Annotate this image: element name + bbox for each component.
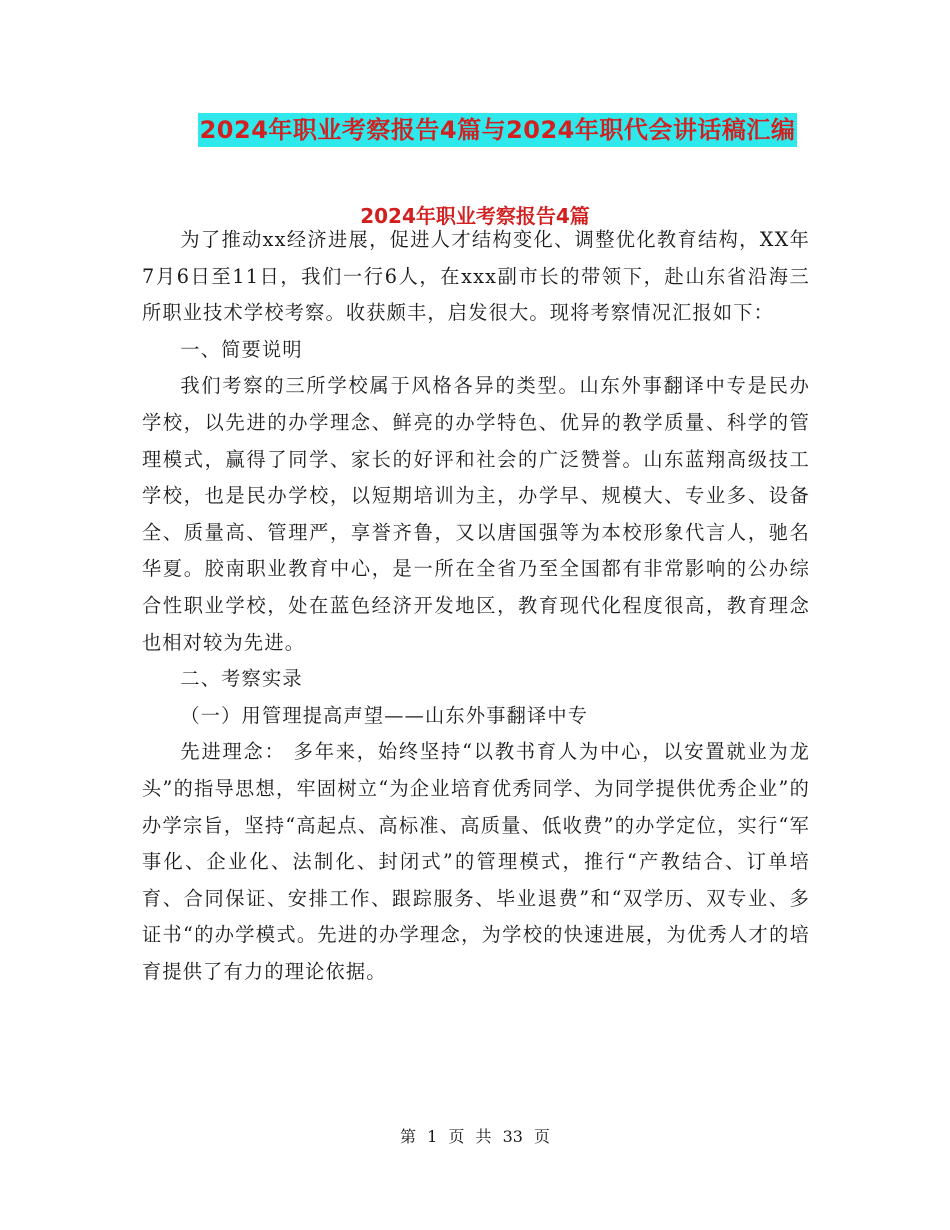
page-footer (0, 1126, 950, 1148)
paragraph-summary: 我们考察的三所学校属于风格各异的类型。山东外事翻译中专是民办学校，以先进的办学理念、鲜亮的办学特色、优异的教学质量、科学的管理模式，赢得了同学、家长的好评和社会的广泛赞誉。山东蓝翔高级技工学校，也是民办学校，以短期培训为主，办学早、规模大、专业多、设备全、质量高、管理严，享誉齐鲁，又以唐国强等为本校形象代言人，驰名华夏。胶南职业教育中心，是一所在全省乃至全国都有非常影响的公办综合性职业学校，处在蓝色经济开发地区，教育现代化程度很高，教育理念也相对较为先进。 (142, 374, 810, 654)
title-container (0, 113, 950, 147)
document-body (142, 222, 810, 990)
footer-label-total-pre: 共 (475, 1127, 492, 1146)
footer-label-post: 页 (534, 1127, 551, 1146)
subheading-school-1: （一）用管理提高声望——山东外事翻译中专 (180, 703, 589, 727)
document-main-title: 2024年职业考察报告4篇与2024年职代会讲话稿汇编 (198, 113, 798, 147)
section-title: 2024年职业考察报告4篇 (360, 204, 590, 228)
footer-label-pre: 第 (399, 1127, 416, 1146)
paragraph-intro: 为了推动xx经济进展，促进人才结构变化、调整优化教育结构，XX年7月6日至11日，我们一行6人，在xxx副市长的带领下，赴山东省沿海三所职业技术学校考察。收获颇丰，启发很大。现将考察情况汇报如下： (142, 228, 810, 325)
footer-page-total: 33 (502, 1127, 523, 1146)
heading-summary: 一、简要说明 (180, 337, 303, 361)
heading-record: 二、考察实录 (180, 667, 303, 691)
footer-label-mid: 页 (448, 1127, 465, 1146)
footer-page-current: 1 (427, 1127, 438, 1146)
paragraph-philosophy: 先进理念： 多年来，始终坚持“以教书育人为中心，以安置就业为龙头”的指导思想，牢固树立“为企业培育优秀同学、为同学提供优秀企业”的办学宗旨，坚持“高起点、高标准、高质量、低收费”的办学定位，实行“军事化、企业化、法制化、封闭式”的管理模式，推行“产教结合、订单培育、合同保证、安排工作、跟踪服务、毕业退费”和“双学历、双专业、多证书“的办学模式。先进的办学理念，为学校的快速进展，为优秀人才的培育提供了有力的理论依据。 (142, 740, 810, 983)
